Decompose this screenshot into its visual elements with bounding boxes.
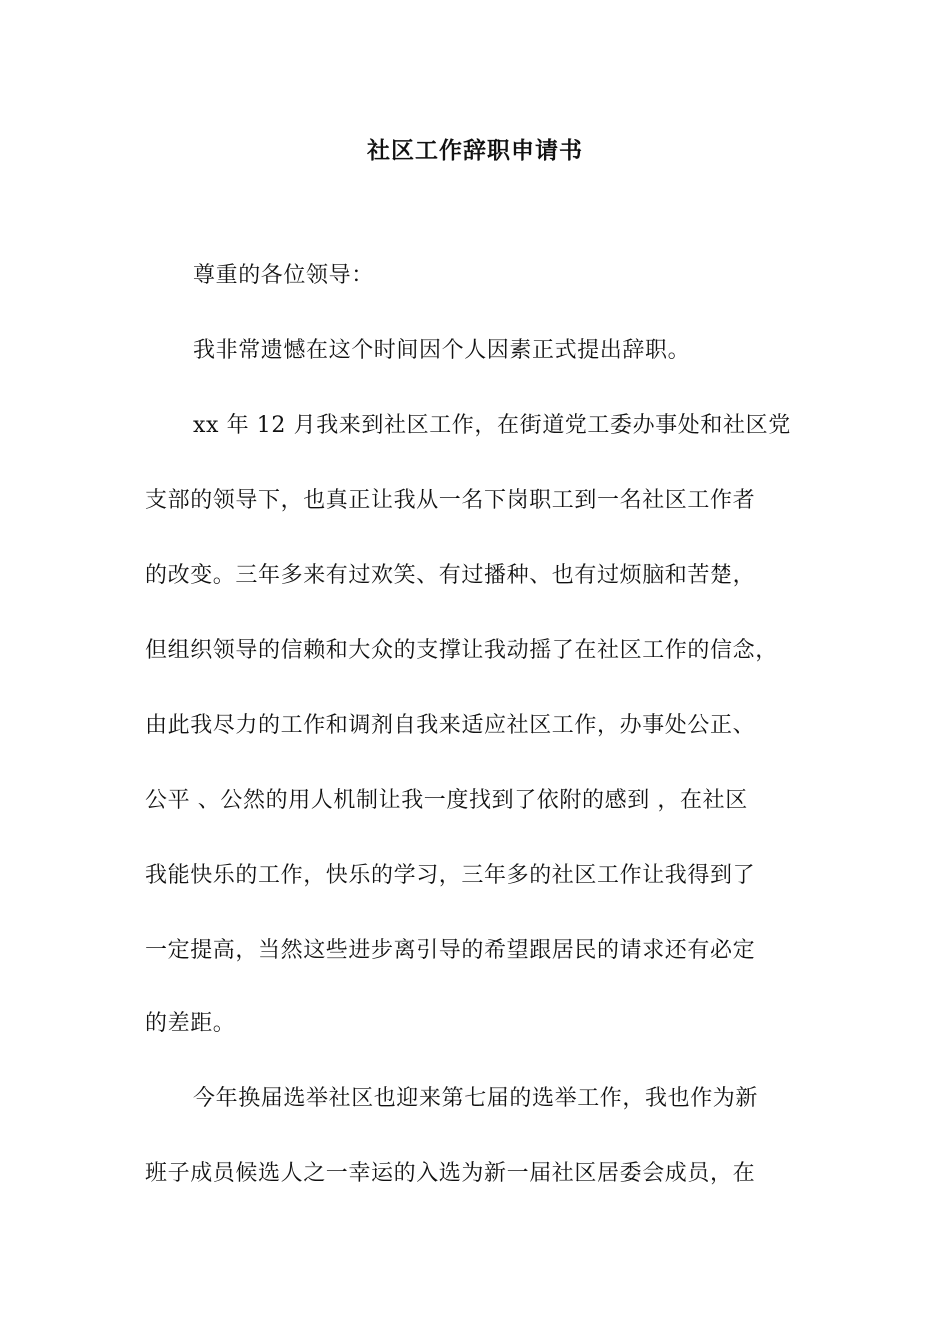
paragraph-line: 我非常遗憾在这个时间因个人因素正式提出辞职。: [193, 338, 691, 363]
document-title: 社区工作辞职申请书: [367, 137, 583, 164]
paragraph-line: 的差距。: [145, 1011, 236, 1036]
paragraph-line: xx 年 12 月我来到社区工作，在街道党工委办事处和社区党: [193, 413, 791, 438]
paragraph-line: 的改变。三年多来有过欢笑、有过播种、也有过烦脑和苦楚，: [145, 563, 756, 588]
paragraph-line: 今年换届选举社区也迎来第七届的选举工作，我也作为新: [193, 1086, 759, 1111]
paragraph-line: 由此我尽力的工作和调剂自我来适应社区工作，办事处公正、: [145, 713, 756, 738]
paragraph-line: 一定提高，当然这些进步离引导的希望跟居民的请求还有必定: [145, 938, 756, 963]
paragraph-line: 支部的领导下，也真正让我从一名下岗职工到一名社区工作者: [145, 488, 756, 513]
salutation-line: 尊重的各位领导：: [193, 263, 374, 288]
paragraph-line: 我能快乐的工作，快乐的学习，三年多的社区工作让我得到了: [145, 863, 756, 888]
paragraph-line: 公平 、公然的用人机制让我一度找到了依附的感到 ，在社区: [145, 788, 748, 813]
paragraph-line: 班子成员候选人之一幸运的入选为新一届社区居委会成员，在: [145, 1161, 756, 1186]
paragraph-line: 但组织领导的信赖和大众的支撑让我动摇了在社区工作的信念，: [145, 638, 778, 663]
